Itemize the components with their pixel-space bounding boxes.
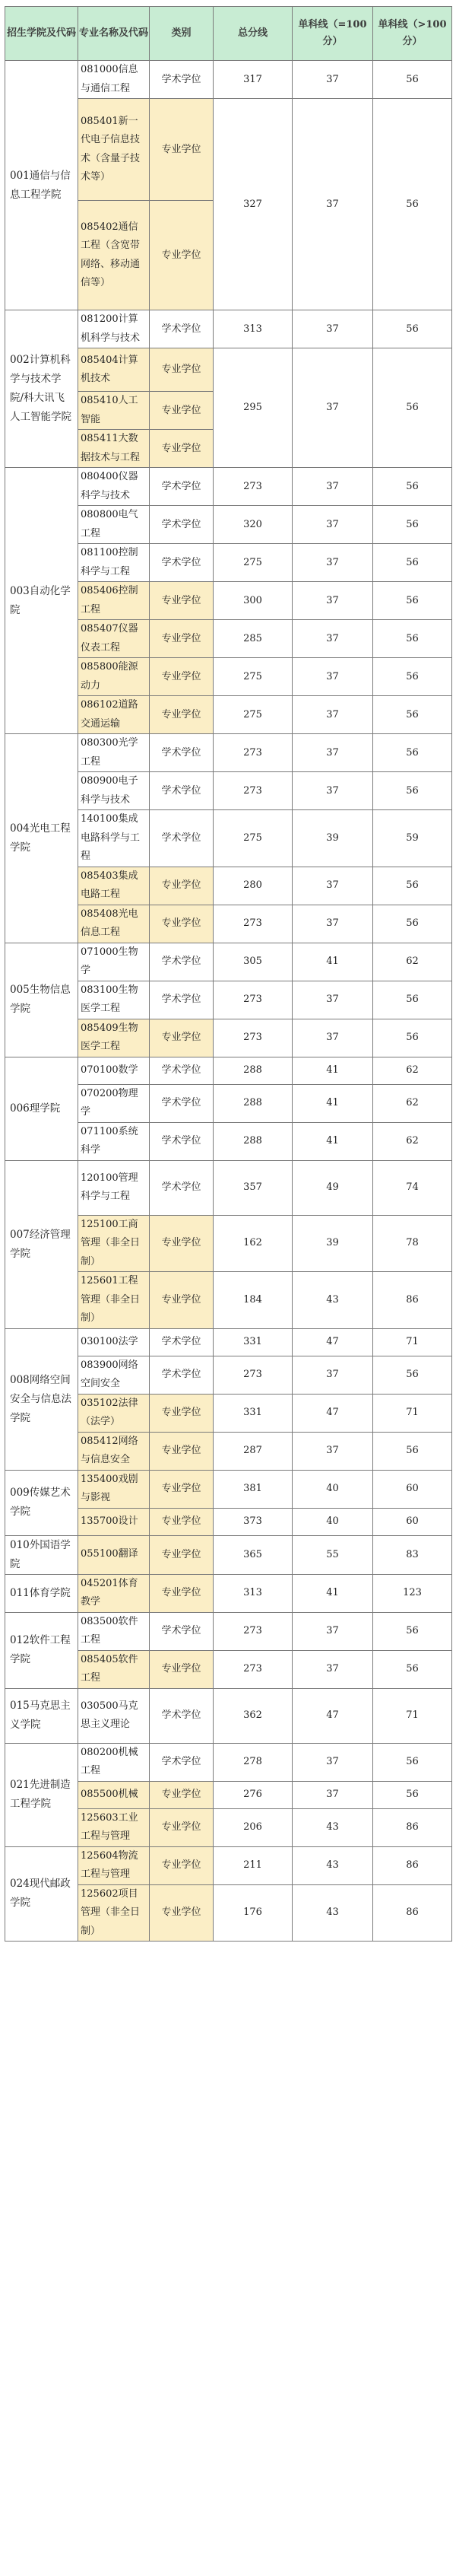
single-score-100-cell: 43	[293, 1846, 373, 1884]
single-score-over-100-cell: 71	[373, 1688, 452, 1743]
total-score-cell: 287	[214, 1432, 293, 1470]
total-score-cell: 275	[214, 810, 293, 867]
degree-type-cell: 学术学位	[150, 734, 214, 772]
single-score-100-cell: 43	[293, 1808, 373, 1846]
college-cell: 012软件工程学院	[5, 1612, 78, 1688]
single-score-over-100-cell: 56	[373, 506, 452, 544]
table-row	[5, 1574, 452, 1612]
single-score-100-cell: 49	[293, 1160, 373, 1215]
single-score-over-100-cell: 56	[373, 99, 452, 310]
subject-cell: 080800电气工程	[78, 506, 150, 544]
degree-type-cell: 专业学位	[150, 867, 214, 905]
degree-type-cell: 专业学位	[150, 658, 214, 696]
single-score-over-100-cell: 83	[373, 1535, 452, 1574]
total-score-cell: 273	[214, 734, 293, 772]
college-cell: 010外国语学院	[5, 1535, 78, 1574]
table-header-row	[5, 7, 452, 61]
degree-type-cell: 专业学位	[150, 392, 214, 430]
total-score-cell: 273	[214, 1612, 293, 1650]
total-score-cell: 273	[214, 981, 293, 1019]
single-score-100-cell: 41	[293, 1122, 373, 1160]
degree-type-cell: 专业学位	[150, 1394, 214, 1432]
single-score-over-100-cell: 56	[373, 61, 452, 99]
single-score-over-100-cell: 62	[373, 1122, 452, 1160]
degree-type-cell: 专业学位	[150, 1781, 214, 1808]
subject-cell: 083900网络空间安全	[78, 1356, 150, 1394]
total-score-cell: 300	[214, 582, 293, 620]
total-score-cell: 278	[214, 1743, 293, 1781]
total-score-cell: 295	[214, 348, 293, 468]
subject-cell: 080200机械工程	[78, 1743, 150, 1781]
table-row	[5, 1160, 452, 1215]
subject-cell: 085407仪器仪表工程	[78, 620, 150, 658]
degree-type-cell: 学术学位	[150, 310, 214, 348]
single-score-over-100-cell: 56	[373, 310, 452, 348]
degree-type-cell: 专业学位	[150, 99, 214, 201]
single-score-over-100-cell: 56	[373, 696, 452, 734]
subject-cell: 085404计算机技术	[78, 348, 150, 392]
single-score-100-cell: 37	[293, 620, 373, 658]
total-score-cell: 273	[214, 772, 293, 810]
subject-cell: 120100管理科学与工程	[78, 1160, 150, 1215]
single-score-over-100-cell: 123	[373, 1574, 452, 1612]
admission-score-table	[5, 6, 452, 1942]
subject-cell: 085500机械	[78, 1781, 150, 1808]
total-score-cell: 275	[214, 696, 293, 734]
single-score-over-100-cell: 86	[373, 1808, 452, 1846]
single-score-over-100-cell: 62	[373, 1057, 452, 1084]
single-score-over-100-cell: 56	[373, 734, 452, 772]
single-score-over-100-cell: 59	[373, 810, 452, 867]
subject-cell: 080300光学工程	[78, 734, 150, 772]
single-score-100-cell: 37	[293, 1612, 373, 1650]
table-row	[5, 1688, 452, 1743]
single-score-100-cell: 41	[293, 1084, 373, 1122]
single-score-over-100-cell: 60	[373, 1508, 452, 1535]
total-score-cell: 327	[214, 99, 293, 310]
subject-cell: 045201体育教学	[78, 1574, 150, 1612]
degree-type-cell: 专业学位	[150, 1574, 214, 1612]
single-score-over-100-cell: 71	[373, 1394, 452, 1432]
table-row	[5, 1846, 452, 1884]
single-score-over-100-cell: 56	[373, 658, 452, 696]
total-score-cell: 275	[214, 658, 293, 696]
single-score-over-100-cell: 56	[373, 981, 452, 1019]
total-score-cell: 211	[214, 1846, 293, 1884]
degree-type-cell: 专业学位	[150, 430, 214, 468]
subject-cell: 081100控制科学与工程	[78, 544, 150, 582]
subject-cell: 085409生物医学工程	[78, 1019, 150, 1057]
single-score-100-cell: 47	[293, 1394, 373, 1432]
degree-type-cell: 专业学位	[150, 1215, 214, 1272]
total-score-cell: 288	[214, 1122, 293, 1160]
single-score-100-cell: 37	[293, 905, 373, 943]
degree-type-cell: 学术学位	[150, 468, 214, 506]
subject-cell: 030100法学	[78, 1328, 150, 1356]
single-score-100-cell: 37	[293, 1743, 373, 1781]
single-score-100-cell: 37	[293, 734, 373, 772]
college-cell: 002计算机科学与技术学院/科大讯飞人工智能学院	[5, 310, 78, 468]
single-score-100-cell: 40	[293, 1470, 373, 1508]
single-score-over-100-cell: 56	[373, 1781, 452, 1808]
degree-type-cell: 学术学位	[150, 810, 214, 867]
total-score-cell: 373	[214, 1508, 293, 1535]
single-score-100-cell: 37	[293, 468, 373, 506]
degree-type-cell: 专业学位	[150, 1470, 214, 1508]
single-score-100-cell: 37	[293, 506, 373, 544]
single-score-100-cell: 37	[293, 61, 373, 99]
subject-cell: 070100数学	[78, 1057, 150, 1084]
college-cell: 005生物信息学院	[5, 943, 78, 1057]
single-score-over-100-cell: 74	[373, 1160, 452, 1215]
subject-cell: 086102道路交通运输	[78, 696, 150, 734]
subject-cell: 085406控制工程	[78, 582, 150, 620]
single-score-100-cell: 37	[293, 582, 373, 620]
degree-type-cell: 专业学位	[150, 905, 214, 943]
degree-type-cell: 学术学位	[150, 1160, 214, 1215]
degree-type-cell: 专业学位	[150, 1508, 214, 1535]
total-score-cell: 273	[214, 1019, 293, 1057]
single-score-over-100-cell: 78	[373, 1215, 452, 1272]
degree-type-cell: 专业学位	[150, 1272, 214, 1329]
single-score-over-100-cell: 56	[373, 1650, 452, 1688]
subject-cell: 035102法律（法学）	[78, 1394, 150, 1432]
total-score-cell: 273	[214, 1650, 293, 1688]
degree-type-cell: 学术学位	[150, 1122, 214, 1160]
degree-type-cell: 学术学位	[150, 1084, 214, 1122]
single-score-over-100-cell: 56	[373, 582, 452, 620]
degree-type-cell: 专业学位	[150, 1535, 214, 1574]
single-score-over-100-cell: 86	[373, 1884, 452, 1942]
subject-cell: 085403集成电路工程	[78, 867, 150, 905]
total-score-cell: 288	[214, 1057, 293, 1084]
single-score-over-100-cell: 71	[373, 1328, 452, 1356]
degree-type-cell: 学术学位	[150, 1688, 214, 1743]
total-score-cell: 317	[214, 61, 293, 99]
total-score-cell: 176	[214, 1884, 293, 1942]
header-single-score-100: 单科线（=100分）	[293, 7, 373, 61]
table-row	[5, 1057, 452, 1084]
subject-cell: 125603工业工程与管理	[78, 1808, 150, 1846]
college-cell: 009传媒艺术学院	[5, 1470, 78, 1535]
single-score-100-cell: 37	[293, 348, 373, 468]
total-score-cell: 313	[214, 310, 293, 348]
header-subject: 专业名称及代码	[78, 7, 150, 61]
degree-type-cell: 专业学位	[150, 1650, 214, 1688]
total-score-cell: 331	[214, 1394, 293, 1432]
single-score-over-100-cell: 56	[373, 1612, 452, 1650]
subject-cell: 085405软件工程	[78, 1650, 150, 1688]
subject-cell: 085408光电信息工程	[78, 905, 150, 943]
subject-cell: 071000生物学	[78, 943, 150, 981]
single-score-100-cell: 39	[293, 810, 373, 867]
degree-type-cell: 学术学位	[150, 544, 214, 582]
single-score-over-100-cell: 56	[373, 1743, 452, 1781]
single-score-100-cell: 47	[293, 1328, 373, 1356]
single-score-100-cell: 37	[293, 772, 373, 810]
subject-cell: 085800能源动力	[78, 658, 150, 696]
college-cell: 008网络空间安全与信息法学院	[5, 1328, 78, 1470]
single-score-100-cell: 37	[293, 310, 373, 348]
single-score-over-100-cell: 62	[373, 943, 452, 981]
subject-cell: 055100翻译	[78, 1535, 150, 1574]
total-score-cell: 320	[214, 506, 293, 544]
header-single-score-over-100: 单科线（>100分）	[373, 7, 452, 61]
single-score-100-cell: 55	[293, 1535, 373, 1574]
degree-type-cell: 学术学位	[150, 943, 214, 981]
table-row	[5, 310, 452, 348]
total-score-cell: 273	[214, 905, 293, 943]
single-score-over-100-cell: 56	[373, 867, 452, 905]
header-college: 招生学院及代码	[5, 7, 78, 61]
degree-type-cell: 学术学位	[150, 506, 214, 544]
single-score-over-100-cell: 56	[373, 348, 452, 468]
degree-type-cell: 专业学位	[150, 582, 214, 620]
single-score-100-cell: 37	[293, 99, 373, 310]
degree-type-cell: 专业学位	[150, 348, 214, 392]
subject-cell: 085402通信工程（含宽带网络、移动通信等）	[78, 201, 150, 310]
single-score-100-cell: 37	[293, 658, 373, 696]
college-cell: 024现代邮政学院	[5, 1846, 78, 1942]
college-cell: 021先进制造工程学院	[5, 1743, 78, 1846]
table-row	[5, 1470, 452, 1508]
subject-cell: 085411大数据技术与工程	[78, 430, 150, 468]
subject-cell: 083100生物医学工程	[78, 981, 150, 1019]
degree-type-cell: 学术学位	[150, 1743, 214, 1781]
single-score-over-100-cell: 56	[373, 468, 452, 506]
subject-cell: 085412网络与信息安全	[78, 1432, 150, 1470]
degree-type-cell: 专业学位	[150, 1884, 214, 1942]
college-cell: 015马克思主义学院	[5, 1688, 78, 1743]
degree-type-cell: 专业学位	[150, 620, 214, 658]
single-score-100-cell: 43	[293, 1272, 373, 1329]
subject-cell: 030500马克思主义理论	[78, 1688, 150, 1743]
single-score-100-cell: 37	[293, 1650, 373, 1688]
single-score-over-100-cell: 56	[373, 1432, 452, 1470]
total-score-cell: 275	[214, 544, 293, 582]
college-cell: 001通信与信息工程学院	[5, 61, 78, 310]
single-score-over-100-cell: 86	[373, 1846, 452, 1884]
degree-type-cell: 专业学位	[150, 1846, 214, 1884]
single-score-100-cell: 41	[293, 943, 373, 981]
total-score-cell: 162	[214, 1215, 293, 1272]
total-score-cell: 365	[214, 1535, 293, 1574]
single-score-100-cell: 37	[293, 1781, 373, 1808]
subject-cell: 071100系统科学	[78, 1122, 150, 1160]
total-score-cell: 276	[214, 1781, 293, 1808]
single-score-100-cell: 37	[293, 1356, 373, 1394]
table-row	[5, 468, 452, 506]
single-score-100-cell: 37	[293, 544, 373, 582]
table-row	[5, 1535, 452, 1574]
subject-cell: 080400仪器科学与技术	[78, 468, 150, 506]
degree-type-cell: 专业学位	[150, 1019, 214, 1057]
total-score-cell: 305	[214, 943, 293, 981]
single-score-100-cell: 37	[293, 1019, 373, 1057]
single-score-over-100-cell: 56	[373, 544, 452, 582]
subject-cell: 135400戏剧与影视	[78, 1470, 150, 1508]
single-score-100-cell: 37	[293, 1432, 373, 1470]
single-score-100-cell: 43	[293, 1884, 373, 1942]
header-type: 类别	[150, 7, 214, 61]
single-score-over-100-cell: 62	[373, 1084, 452, 1122]
single-score-100-cell: 37	[293, 981, 373, 1019]
subject-cell: 125100工商管理（非全日制）	[78, 1215, 150, 1272]
single-score-100-cell: 40	[293, 1508, 373, 1535]
total-score-cell: 285	[214, 620, 293, 658]
total-score-cell: 273	[214, 468, 293, 506]
degree-type-cell: 学术学位	[150, 772, 214, 810]
single-score-100-cell: 39	[293, 1215, 373, 1272]
total-score-cell: 357	[214, 1160, 293, 1215]
subject-cell: 081200计算机科学与技术	[78, 310, 150, 348]
single-score-over-100-cell: 56	[373, 620, 452, 658]
college-cell: 003自动化学院	[5, 468, 78, 734]
degree-type-cell: 专业学位	[150, 1808, 214, 1846]
subject-cell: 125602项目管理（非全日制）	[78, 1884, 150, 1942]
single-score-over-100-cell: 86	[373, 1272, 452, 1329]
single-score-100-cell: 41	[293, 1574, 373, 1612]
total-score-cell: 362	[214, 1688, 293, 1743]
subject-cell: 125601工程管理（非全日制）	[78, 1272, 150, 1329]
degree-type-cell: 专业学位	[150, 1432, 214, 1470]
college-cell: 007经济管理学院	[5, 1160, 78, 1328]
degree-type-cell: 学术学位	[150, 1356, 214, 1394]
total-score-cell: 288	[214, 1084, 293, 1122]
header-total-score: 总分线	[214, 7, 293, 61]
degree-type-cell: 学术学位	[150, 1057, 214, 1084]
table-row	[5, 734, 452, 772]
subject-cell: 080900电子科学与技术	[78, 772, 150, 810]
subject-cell: 081000信息与通信工程	[78, 61, 150, 99]
single-score-over-100-cell: 56	[373, 1356, 452, 1394]
degree-type-cell: 专业学位	[150, 696, 214, 734]
subject-cell: 135700设计	[78, 1508, 150, 1535]
total-score-cell: 206	[214, 1808, 293, 1846]
degree-type-cell: 学术学位	[150, 1612, 214, 1650]
table-row	[5, 1328, 452, 1356]
college-cell: 006理学院	[5, 1057, 78, 1160]
single-score-100-cell: 37	[293, 696, 373, 734]
table-row	[5, 61, 452, 99]
subject-cell: 085410人工智能	[78, 392, 150, 430]
single-score-over-100-cell: 60	[373, 1470, 452, 1508]
single-score-over-100-cell: 56	[373, 772, 452, 810]
total-score-cell: 280	[214, 867, 293, 905]
college-cell: 011体育学院	[5, 1574, 78, 1612]
total-score-cell: 313	[214, 1574, 293, 1612]
single-score-100-cell: 37	[293, 867, 373, 905]
table-body	[5, 61, 452, 1942]
subject-cell: 140100集成电路科学与工程	[78, 810, 150, 867]
subject-cell: 070200物理学	[78, 1084, 150, 1122]
degree-type-cell: 学术学位	[150, 61, 214, 99]
subject-cell: 085401新一代电子信息技术（含量子技术等）	[78, 99, 150, 201]
total-score-cell: 273	[214, 1356, 293, 1394]
table-row	[5, 1612, 452, 1650]
degree-type-cell: 学术学位	[150, 1328, 214, 1356]
total-score-cell: 381	[214, 1470, 293, 1508]
single-score-over-100-cell: 56	[373, 1019, 452, 1057]
degree-type-cell: 专业学位	[150, 201, 214, 310]
single-score-100-cell: 47	[293, 1688, 373, 1743]
subject-cell: 083500软件工程	[78, 1612, 150, 1650]
college-cell: 004光电工程学院	[5, 734, 78, 943]
total-score-cell: 184	[214, 1272, 293, 1329]
single-score-100-cell: 41	[293, 1057, 373, 1084]
total-score-cell: 331	[214, 1328, 293, 1356]
table-row	[5, 1743, 452, 1781]
single-score-over-100-cell: 56	[373, 905, 452, 943]
table-row	[5, 943, 452, 981]
subject-cell: 125604物流工程与管理	[78, 1846, 150, 1884]
degree-type-cell: 学术学位	[150, 981, 214, 1019]
